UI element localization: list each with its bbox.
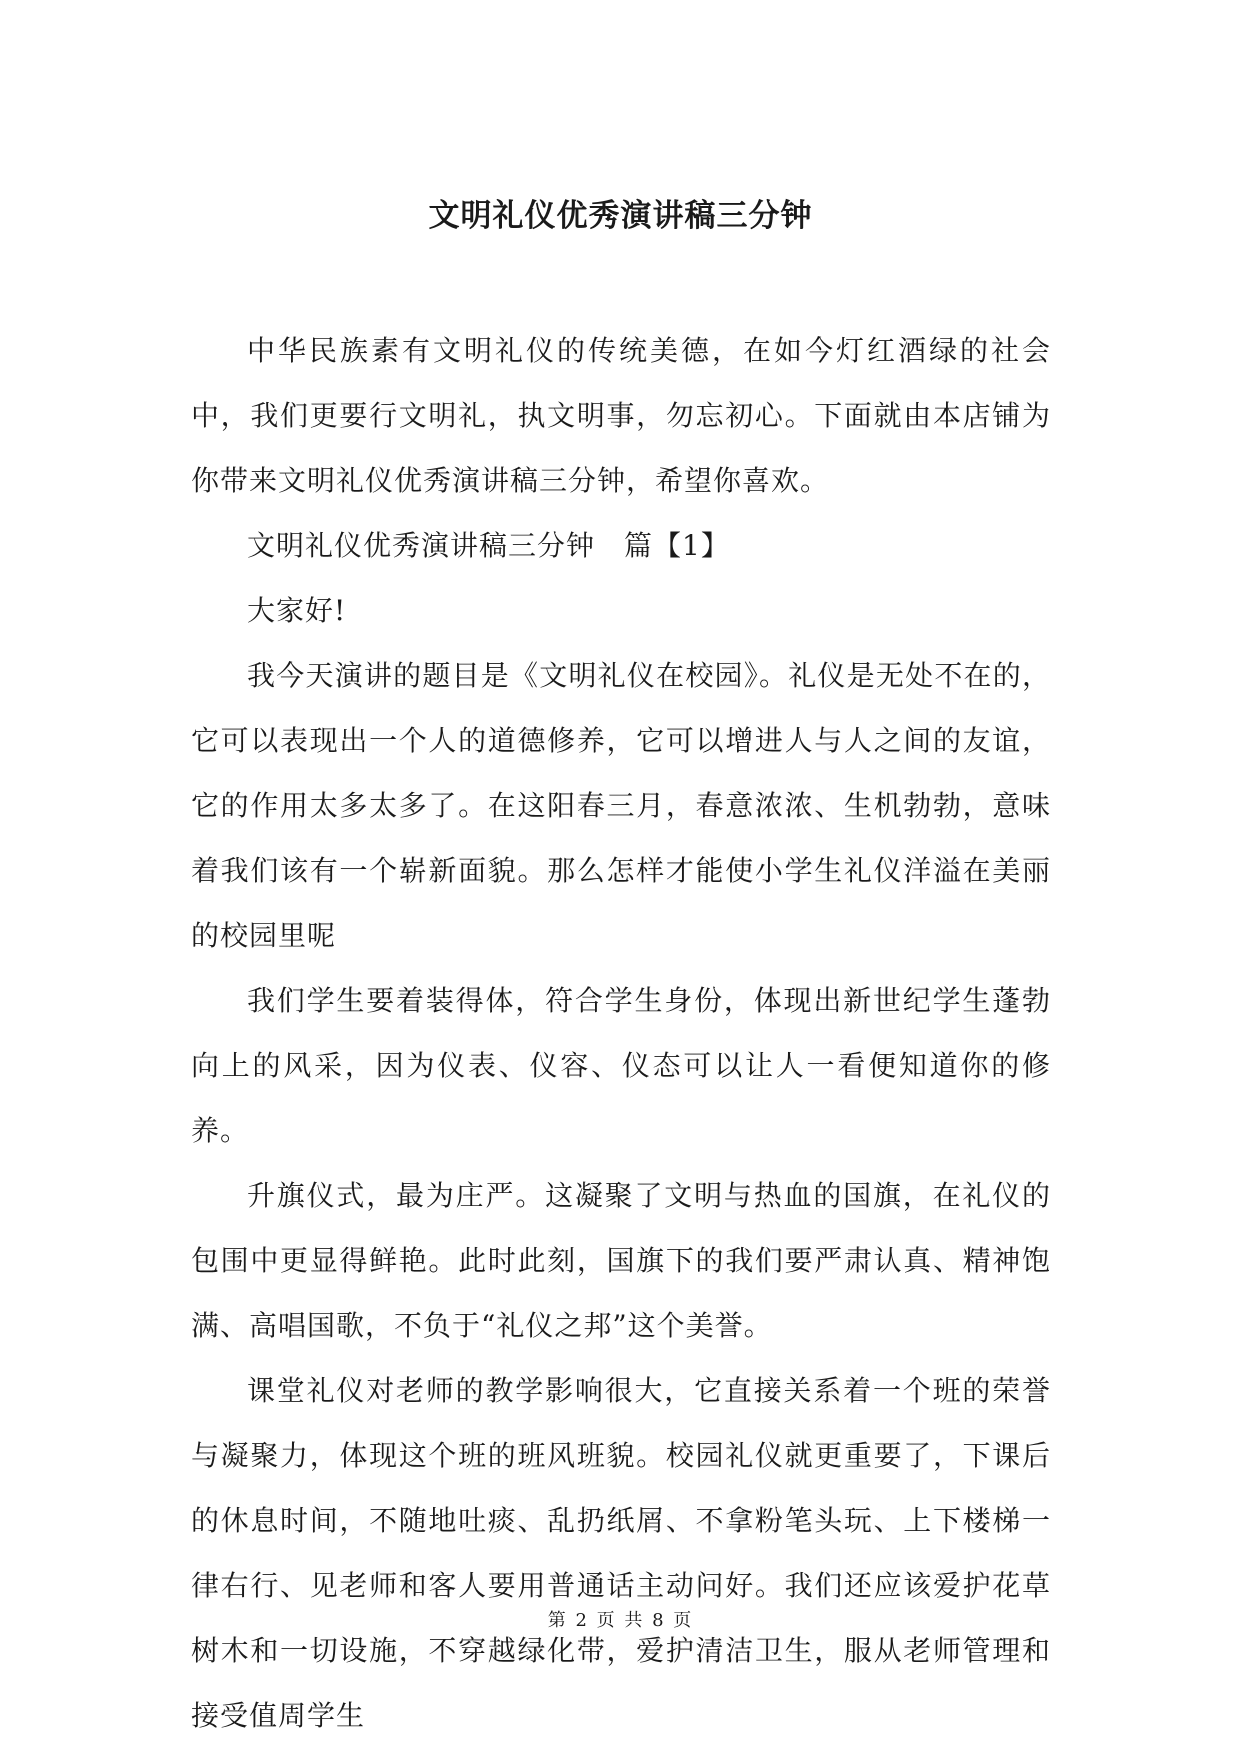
paragraph-section-heading: 文明礼仪优秀演讲稿三分钟 篇【1】 — [247, 529, 730, 562]
paragraph-topic: 我今天演讲的题目是《文明礼仪在校园》。礼仪是无处不在的，它可以表现出一个人的道德修养，它可以增进人与人之间的友谊，它的作用太多太多了。在这阳春三月，春意浓浓、生机勃勃，意味着我们该有一个崭新面貌。那么怎样才能使小学生礼仪洋溢在美丽的校园里呢 — [191, 659, 1051, 952]
paragraph-classroom: 课堂礼仪对老师的教学影响很大，它直接关系着一个班的荣誉与凝聚力，体现这个班的班风班貌。校园礼仪就更重要了，下课后的休息时间，不随地吐痰、乱扔纸屑、不拿粉笔头玩、上下楼梯一律右行、见老师和客人要用普通话主动问好。我们还应该爱护花草树木和一切设施，不穿越绿化带，爱护清洁卫生，服从老师管理和接受值周学生 — [191, 1374, 1051, 1732]
paragraph-intro: 中华民族素有文明礼仪的传统美德，在如今灯红酒绿的社会中，我们更要行文明礼，执文明事，勿忘初心。下面就由本店铺为你带来文明礼仪优秀演讲稿三分钟，希望你喜欢。 — [191, 334, 1051, 497]
document-body — [191, 318, 1051, 1748]
paragraph-flag-ceremony: 升旗仪式，最为庄严。这凝聚了文明与热血的国旗，在礼仪的包围中更显得鲜艳。此时此刻，国旗下的我们要严肃认真、精神饱满、高唱国歌，不负于“礼仪之邦”这个美誉。 — [191, 1179, 1051, 1342]
document-title: 文明礼仪优秀演讲稿三分钟 — [428, 198, 813, 234]
page-number-footer: 第 2 页 共 8 页 — [547, 1610, 694, 1631]
paragraph-dress: 我们学生要着装得体，符合学生身份，体现出新世纪学生蓬勃向上的风采，因为仪表、仪容、仪态可以让人一看便知道你的修养。 — [191, 984, 1051, 1147]
paragraph-greeting: 大家好! — [247, 594, 347, 627]
